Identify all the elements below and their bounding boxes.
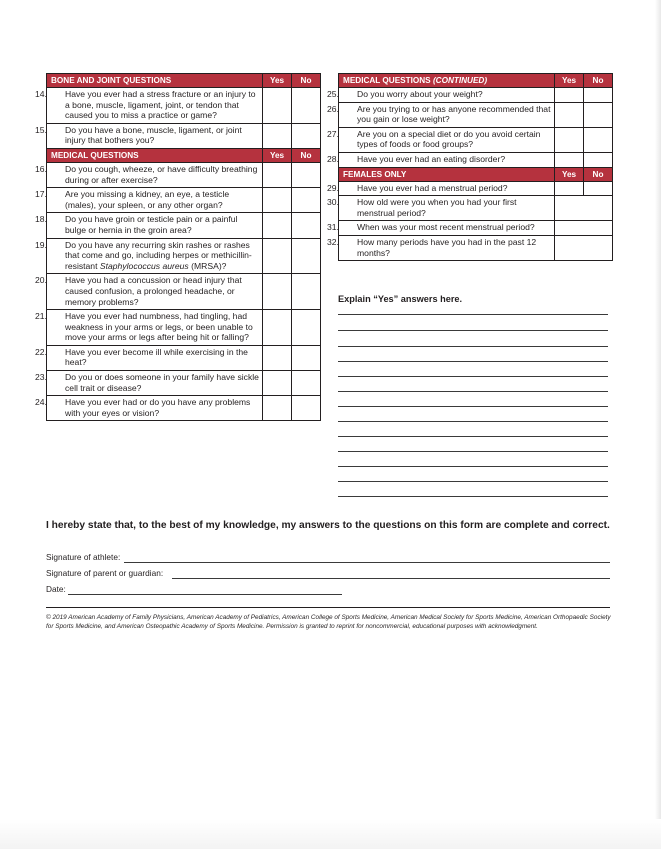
- question-label: Are you on a special diet or do you avoid certain types of foods or food groups?: [357, 128, 541, 150]
- section-title-suffix: (CONTINUED): [432, 76, 488, 85]
- question-row-24: [47, 396, 321, 421]
- section-title-main: MEDICAL QUESTIONS: [343, 76, 431, 85]
- yes-answer-cell[interactable]: [263, 274, 292, 310]
- question-text: [327, 196, 555, 221]
- question-row-27: [339, 127, 613, 152]
- question-number: 24.: [35, 397, 47, 408]
- question-row-20: [47, 274, 321, 310]
- no-answer-cell[interactable]: [584, 88, 613, 103]
- answer-field[interactable]: [555, 221, 613, 236]
- question-text: [327, 127, 555, 152]
- write-line[interactable]: [338, 451, 608, 452]
- question-number: 29.: [327, 182, 339, 193]
- yes-answer-cell[interactable]: [555, 102, 584, 127]
- write-line[interactable]: [338, 406, 608, 407]
- yes-column-header: Yes: [555, 74, 584, 88]
- date-field[interactable]: [68, 594, 342, 595]
- question-number: 21.: [35, 311, 47, 322]
- question-number: 32.: [327, 236, 339, 247]
- no-answer-cell[interactable]: [292, 396, 321, 421]
- question-label: Are you missing a kidney, an eye, a testicle (males), your spleen, or any other organ?: [65, 189, 230, 210]
- right-questions-table: [327, 73, 613, 261]
- question-label: Have you ever had numbness, had tingling, had weakness in your arms or legs, or been unable to move your arms or legs after being hit or falling?: [65, 311, 253, 343]
- section-title: MEDICAL QUESTIONS: [47, 148, 263, 162]
- explain-yes-heading: Explain “Yes” answers here.: [338, 294, 463, 304]
- question-number: 27.: [327, 128, 339, 139]
- section-header-females-only: [339, 167, 613, 181]
- question-label: Do you have a bone, muscle, ligament, or joint injury that bothers you?: [65, 124, 242, 146]
- no-answer-cell[interactable]: [292, 345, 321, 370]
- question-text: [327, 221, 555, 236]
- question-label-end: (MRSA)?: [191, 260, 227, 271]
- write-line[interactable]: [338, 346, 608, 347]
- no-answer-cell[interactable]: [584, 127, 613, 152]
- yes-answer-cell[interactable]: [555, 127, 584, 152]
- yes-answer-cell[interactable]: [263, 310, 292, 346]
- no-column-header: No: [292, 74, 321, 88]
- question-label: Do you have groin or testicle pain or a painful bulge or hernia in the groin area?: [65, 214, 238, 235]
- no-answer-cell[interactable]: [584, 152, 613, 167]
- question-row-17: [47, 188, 321, 213]
- question-row-29: [339, 181, 613, 196]
- no-answer-cell[interactable]: [584, 181, 613, 196]
- question-label: Have you ever had a menstrual period?: [357, 182, 508, 193]
- yes-answer-cell[interactable]: [263, 123, 292, 148]
- yes-column-header: Yes: [555, 167, 584, 181]
- yes-answer-cell[interactable]: [555, 181, 584, 196]
- no-answer-cell[interactable]: [292, 213, 321, 238]
- page-bottom-fade: [0, 819, 661, 849]
- no-answer-cell[interactable]: [292, 162, 321, 187]
- question-text: [35, 88, 263, 124]
- question-number: 31.: [327, 222, 339, 233]
- write-line[interactable]: [338, 421, 608, 422]
- question-row-16: [47, 162, 321, 187]
- write-line[interactable]: [338, 466, 608, 467]
- question-row-19: [47, 238, 321, 274]
- yes-answer-cell[interactable]: [263, 162, 292, 187]
- question-label: How many periods have you had in the past 12 months?: [357, 236, 537, 258]
- write-line[interactable]: [338, 361, 608, 362]
- question-number: 20.: [35, 275, 47, 286]
- question-label: Have you had a concussion or head injury that caused confusion, a prolonged headache, or memory problems?: [65, 275, 242, 307]
- section-header-medical: [47, 148, 321, 162]
- question-label: Are you trying to or has anyone recommended that you gain or lose weight?: [357, 103, 551, 125]
- question-number: 18.: [35, 214, 47, 225]
- write-line[interactable]: [338, 481, 608, 482]
- no-answer-cell[interactable]: [292, 188, 321, 213]
- date-label: Date:: [46, 584, 66, 594]
- question-number: 19.: [35, 239, 47, 250]
- question-text: [35, 396, 263, 421]
- yes-answer-cell[interactable]: [555, 88, 584, 103]
- no-column-header: No: [584, 167, 613, 181]
- page-edge-shadow: [655, 0, 661, 849]
- question-number: 26.: [327, 103, 339, 114]
- yes-answer-cell[interactable]: [263, 371, 292, 396]
- write-line[interactable]: [338, 391, 608, 392]
- yes-answer-cell[interactable]: [555, 152, 584, 167]
- yes-answer-cell[interactable]: [263, 238, 292, 274]
- no-answer-cell[interactable]: [292, 238, 321, 274]
- yes-column-header: Yes: [263, 148, 292, 162]
- question-number: 17.: [35, 189, 47, 200]
- question-text: [35, 213, 263, 238]
- answer-field[interactable]: [555, 196, 613, 221]
- left-questions-table: [35, 73, 321, 421]
- question-row-15: [47, 123, 321, 148]
- parent-signature-field[interactable]: [172, 578, 610, 579]
- question-text: [35, 238, 263, 274]
- yes-answer-cell[interactable]: [263, 345, 292, 370]
- question-text: [35, 188, 263, 213]
- question-row-25: [339, 88, 613, 103]
- question-number: 22.: [35, 346, 47, 357]
- section-title: BONE AND JOINT QUESTIONS: [47, 74, 263, 88]
- write-line[interactable]: [338, 314, 608, 315]
- answer-field[interactable]: [555, 235, 613, 260]
- no-answer-cell[interactable]: [292, 88, 321, 124]
- no-column-header: No: [584, 74, 613, 88]
- question-row-28: [339, 152, 613, 167]
- yes-answer-cell[interactable]: [263, 213, 292, 238]
- question-text: [35, 162, 263, 187]
- athlete-signature-label: Signature of athlete:: [46, 552, 121, 562]
- question-number: 14.: [35, 89, 47, 99]
- question-label: Have you ever had a stress fracture or an injury to a bone, muscle, ligament, joint, or tendon that caused you to miss a practice or game?: [65, 89, 256, 121]
- no-answer-cell[interactable]: [292, 274, 321, 310]
- no-answer-cell[interactable]: [292, 310, 321, 346]
- no-answer-cell[interactable]: [292, 123, 321, 148]
- question-label: When was your most recent menstrual period?: [357, 222, 535, 233]
- question-text: [327, 102, 555, 127]
- question-text: [35, 371, 263, 396]
- question-row-23: [47, 371, 321, 396]
- question-label: Do you cough, wheeze, or have difficulty breathing during or after exercise?: [65, 163, 258, 185]
- yes-answer-cell[interactable]: [263, 396, 292, 421]
- write-line[interactable]: [338, 436, 608, 437]
- attestation-statement: I hereby state that, to the best of my knowledge, my answers to the questions on this form are complete and correct.: [46, 520, 610, 531]
- question-text: [35, 345, 263, 370]
- question-number: 15.: [35, 124, 47, 135]
- question-row-22: [47, 345, 321, 370]
- question-label: Have you ever had an eating disorder?: [357, 153, 506, 164]
- copyright-notice: © 2019 American Academy of Family Physicians, American Academy of Pediatrics, American College of Sports Medicine, American Medical Society for Sports Medicine, American Orthopaedic Society for Sports Medicine, and American Osteopathic Academy of Sports Medicine. Permission is granted to reprint for noncommercial, educational purposes with acknowledgment.: [46, 614, 611, 630]
- section-header-bone-joint: [47, 74, 321, 88]
- footer-divider: [46, 607, 610, 608]
- question-row-32: [339, 235, 613, 260]
- question-number: 23.: [35, 372, 47, 383]
- write-line[interactable]: [338, 496, 608, 497]
- question-label: Do you worry about your weight?: [357, 89, 483, 99]
- question-text: [35, 274, 263, 310]
- question-label: Have you ever had or do you have any problems with your eyes or vision?: [65, 397, 251, 418]
- question-label-italic: Staphylococcus aureus: [99, 260, 189, 271]
- question-row-21: [47, 310, 321, 346]
- question-text: [327, 235, 555, 260]
- question-number: 28.: [327, 153, 339, 164]
- question-row-31: [339, 221, 613, 236]
- athlete-signature-field[interactable]: [124, 562, 610, 563]
- question-label: How old were you when you had your first menstrual period?: [357, 197, 517, 218]
- write-line[interactable]: [338, 376, 608, 377]
- no-answer-cell[interactable]: [292, 371, 321, 396]
- question-text: [327, 181, 555, 196]
- question-row-30: [339, 196, 613, 221]
- question-text: [327, 152, 555, 167]
- question-text: [327, 88, 555, 103]
- question-number: 30.: [327, 197, 339, 208]
- question-text: [35, 310, 263, 346]
- question-label: Do you have any recurring skin rashes or rashes that come and go, including herpes or methicillin-resistant: [65, 239, 252, 271]
- section-header-medical-continued: [339, 74, 613, 88]
- section-title: [339, 74, 555, 88]
- question-row-26: [339, 102, 613, 127]
- question-label: Have you ever become ill while exercising in the heat?: [65, 346, 248, 368]
- yes-answer-cell[interactable]: [263, 88, 292, 124]
- question-row-14: [47, 88, 321, 124]
- question-text: [35, 123, 263, 148]
- no-column-header: No: [292, 148, 321, 162]
- parent-signature-label: Signature of parent or guardian:: [46, 568, 164, 578]
- question-label: Do you or does someone in your family have sickle cell trait or disease?: [65, 372, 259, 393]
- write-line[interactable]: [338, 330, 608, 331]
- no-answer-cell[interactable]: [584, 102, 613, 127]
- question-row-18: [47, 213, 321, 238]
- section-title: FEMALES ONLY: [339, 167, 555, 181]
- question-number: 25.: [327, 89, 339, 99]
- yes-answer-cell[interactable]: [263, 188, 292, 213]
- question-number: 16.: [35, 163, 47, 174]
- yes-column-header: Yes: [263, 74, 292, 88]
